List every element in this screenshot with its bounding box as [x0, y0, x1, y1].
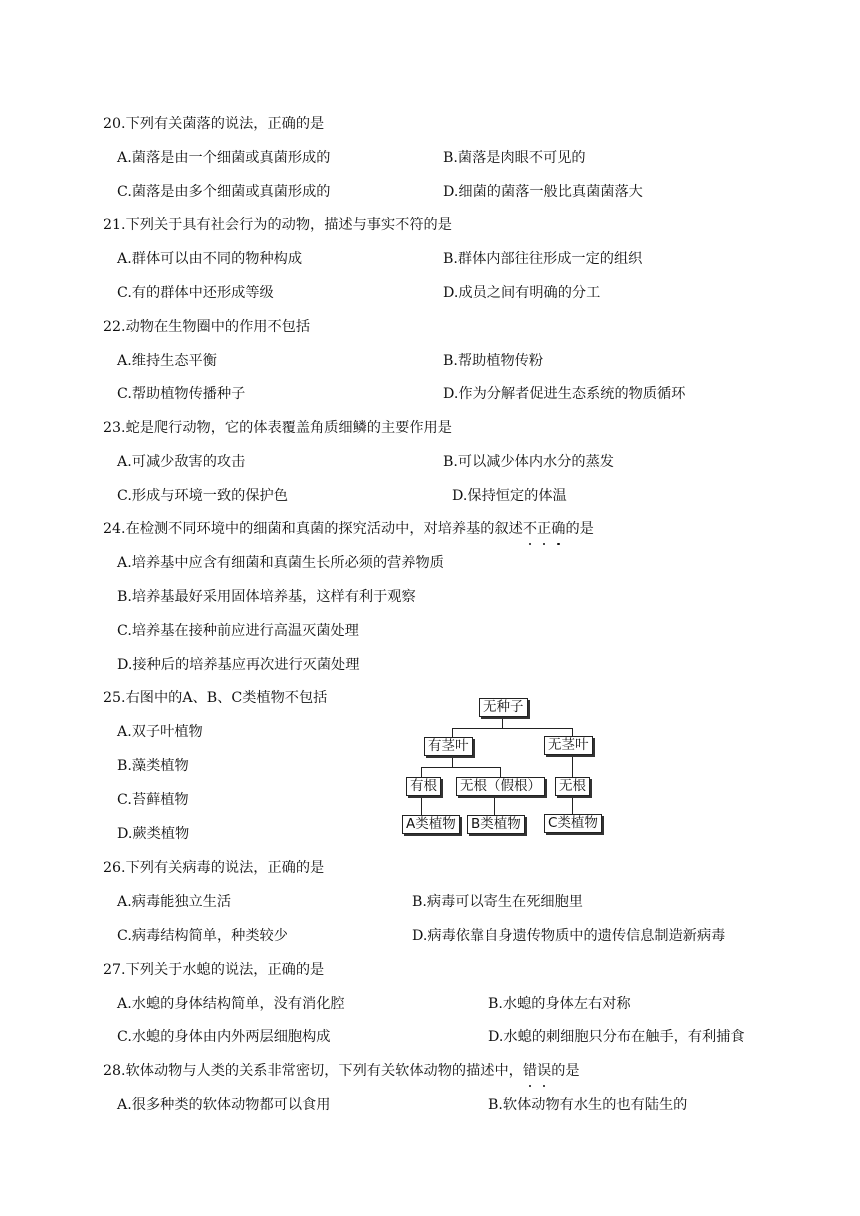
question-26-option-d: D.病毒依靠自身遗传物质中的遗传信息制造新病毒	[412, 928, 726, 944]
question-25-option-b: B.藻类植物	[117, 758, 189, 774]
question-23-option-d: D.保持恒定的体温	[452, 488, 567, 504]
question-25-stem: 25.右图中的A、B、C类植物不包括	[103, 690, 328, 706]
question-23-option-b: B.可以减少体内水分的蒸发	[443, 454, 614, 470]
question-25-option-d: D.蕨类植物	[117, 826, 190, 842]
question-27-option-b: B.水螅的身体左右对称	[488, 996, 631, 1012]
connector	[572, 756, 573, 777]
question-27-option-a: A.水螅的身体结构简单，没有消化腔	[117, 996, 345, 1012]
node-a-plants: A类植物	[402, 815, 460, 834]
question-26-option-a: A.病毒能独立生活	[117, 894, 232, 910]
question-26-stem: 26.下列有关病毒的说法，正确的是	[103, 860, 325, 876]
question-20-option-d: D.细菌的菌落一般比真菌菌落大	[443, 184, 643, 200]
question-28-stem-start: 28.软体动物与人类的关系非常密切，下列有关软体动物的描述中，	[103, 1063, 523, 1079]
connector	[502, 718, 503, 728]
question-21-option-a: A.群体可以由不同的物种构成	[117, 251, 303, 267]
question-23-stem: 23.蛇是爬行动物，它的体表覆盖角质细鳞的主要作用是	[103, 420, 452, 436]
emphasis-not-correct	[523, 521, 566, 537]
question-22-option-d: D.作为分解者促进生态系统的物质循环	[443, 386, 686, 402]
emphasis-wrong	[523, 1063, 551, 1079]
question-24-option-a: A.培养基中应含有细菌和真菌生长所必须的营养物质	[117, 555, 444, 571]
node-b-plants: B类植物	[467, 815, 525, 834]
question-26-option-c: C.病毒结构简单，种类较少	[117, 928, 288, 944]
node-has-root: 有根	[406, 777, 441, 796]
connector	[421, 767, 500, 768]
connector	[494, 796, 495, 815]
question-25-option-c: C.苔藓植物	[117, 792, 189, 808]
question-23-option-c: C.形成与环境一致的保护色	[117, 488, 288, 504]
question-23-option-a: A.可减少敌害的攻击	[117, 454, 246, 470]
question-21-option-d: D.成员之间有明确的分工	[443, 285, 601, 301]
node-no-stem-leaf: 无茎叶	[544, 736, 593, 755]
question-24-option-c: C.培养基在接种前应进行高温灭菌处理	[117, 623, 359, 639]
connector	[421, 767, 422, 777]
question-21-stem: 21.下列关于具有社会行为的动物，描述与事实不符的是	[103, 217, 452, 233]
question-25-option-a: A.双子叶植物	[117, 724, 203, 740]
question-20-stem: 20.下列有关菌落的说法，正确的是	[103, 116, 325, 132]
question-28-stem	[103, 1062, 580, 1080]
question-22-option-a: A.维持生态平衡	[117, 353, 217, 369]
question-27-option-d: D.水螅的刺细胞只分布在触手，有利捕食	[488, 1029, 745, 1045]
question-20-option-b: B.菌落是肉眼不可见的	[443, 150, 586, 166]
emphasis-char: 正	[537, 521, 552, 537]
plant-classification-diagram	[398, 693, 608, 839]
node-has-stem-leaf: 有茎叶	[424, 737, 473, 756]
question-28-stem-end: 的是	[551, 1063, 580, 1079]
question-20-option-a: A.菌落是由一个细菌或真菌形成的	[117, 150, 331, 166]
question-27-option-c: C.水螅的身体由内外两层细胞构成	[117, 1029, 331, 1045]
question-24-stem-end: 的是	[565, 521, 594, 537]
question-27-stem: 27.下列关于水螅的说法，正确的是	[103, 962, 325, 978]
question-22-option-c: C.帮助植物传播种子	[117, 386, 246, 402]
question-24-stem-start: 24.在检测不同环境中的细菌和真菌的探究活动中，对培养基的叙述	[103, 521, 523, 537]
question-22-option-b: B.帮助植物传粉	[443, 353, 544, 369]
node-no-root-pseudo: 无根（假根）	[456, 777, 545, 796]
node-no-root: 无根	[555, 777, 590, 796]
question-20-option-c: C.菌落是由多个细菌或真菌形成的	[117, 184, 331, 200]
connector	[452, 728, 572, 729]
connector	[572, 796, 573, 814]
question-21-option-b: B.群体内部往往形成一定的组织	[443, 251, 643, 267]
emphasis-char: 错	[522, 1063, 538, 1079]
emphasis-char: 误	[537, 1063, 552, 1079]
connector	[421, 796, 422, 815]
question-24-option-b: B.培养基最好采用固体培养基，这样有利于观察	[117, 589, 416, 605]
question-21-option-c: C.有的群体中还形成等级	[117, 285, 274, 301]
question-22-stem: 22.动物在生物圈中的作用不包括	[103, 319, 311, 335]
question-26-option-b: B.病毒可以寄生在死细胞里	[412, 894, 583, 910]
question-24-option-d: D.接种后的培养基应再次进行灭菌处理	[117, 657, 360, 673]
question-24-stem	[103, 520, 594, 538]
connector	[452, 757, 453, 767]
question-28-option-a: A.很多种类的软体动物都可以食用	[117, 1097, 331, 1113]
node-c-plants: C类植物	[544, 814, 602, 833]
node-no-seed: 无种子	[479, 698, 528, 717]
question-28-option-b: B.软体动物有水生的也有陆生的	[488, 1097, 688, 1113]
connector	[500, 767, 501, 777]
emphasis-char: 不	[522, 521, 538, 537]
emphasis-char: 确	[551, 521, 566, 537]
